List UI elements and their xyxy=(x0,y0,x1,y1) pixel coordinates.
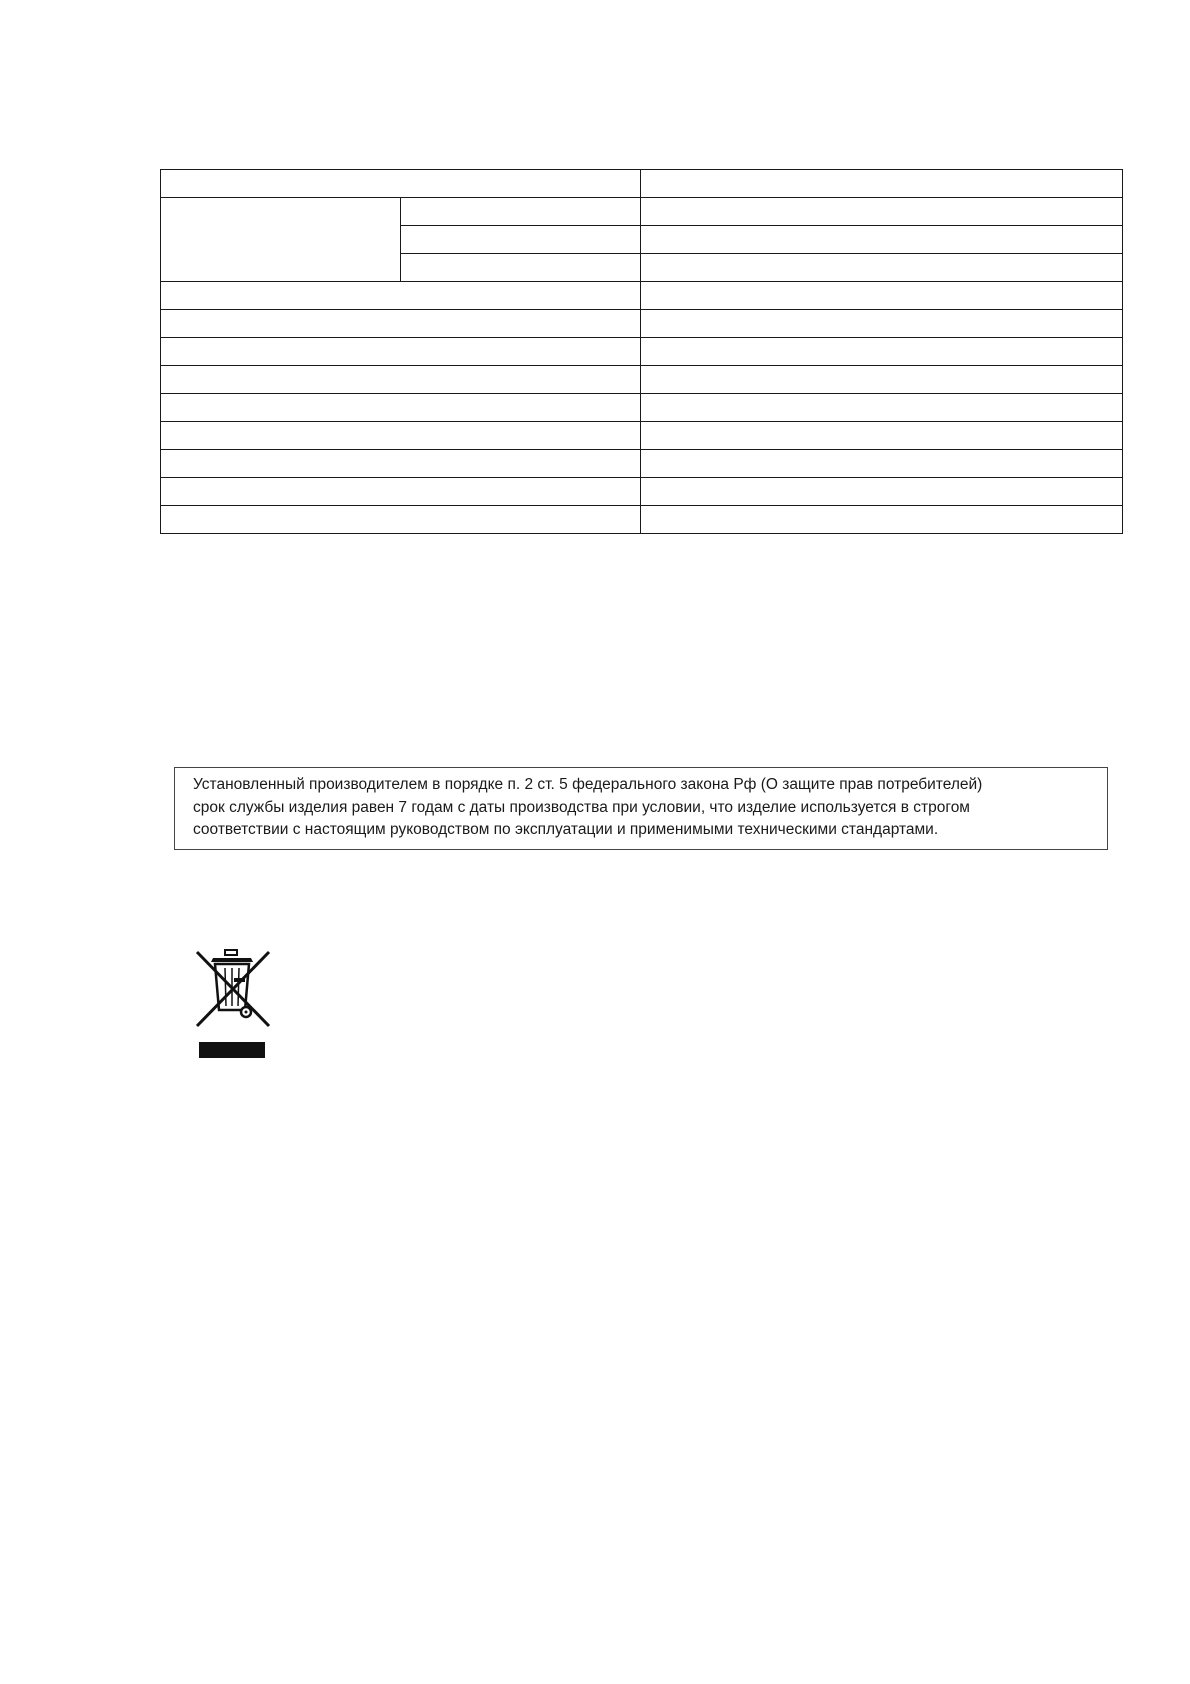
notice-line: Установленный производителем в порядке п. 2 ст. 5 федерального закона Рф (О защите прав потребителей) xyxy=(193,776,983,793)
table-cell-value xyxy=(641,422,1123,450)
table-cell-label xyxy=(161,170,641,198)
table-cell-label xyxy=(161,310,641,338)
table-row xyxy=(161,338,1123,366)
table-cell-value xyxy=(641,338,1123,366)
table-row xyxy=(161,282,1123,310)
table-row xyxy=(161,366,1123,394)
table-cell-label xyxy=(161,338,641,366)
notice-line: соответствии с настоящим руководством по эксплуатации и применимыми техническими стандартами. xyxy=(193,821,939,838)
table-row xyxy=(161,310,1123,338)
table-cell-value xyxy=(641,170,1123,198)
table-cell-value xyxy=(641,450,1123,478)
table-cell-label xyxy=(161,478,641,506)
table-cell-value xyxy=(641,478,1123,506)
table-cell-value xyxy=(641,310,1123,338)
table-cell-label xyxy=(161,450,641,478)
table-cell-value xyxy=(641,506,1123,534)
table-row xyxy=(161,170,1123,198)
specifications-table xyxy=(160,169,1123,534)
table-row xyxy=(161,478,1123,506)
table-cell-group-label xyxy=(161,198,401,282)
table-cell-value xyxy=(641,282,1123,310)
table-cell-sublabel xyxy=(401,226,641,254)
table-row xyxy=(161,506,1123,534)
table-cell-sublabel xyxy=(401,198,641,226)
notice-line: срок службы изделия равен 7 годам с даты производства при условии, что изделие используется в строгом xyxy=(193,798,970,816)
table-row xyxy=(161,422,1123,450)
table-cell-label xyxy=(161,366,641,394)
table-cell-value xyxy=(641,394,1123,422)
table-cell-value xyxy=(641,366,1123,394)
table-row xyxy=(161,450,1123,478)
table-row xyxy=(161,394,1123,422)
table-cell-label xyxy=(161,506,641,534)
table-cell-value xyxy=(641,254,1123,282)
table-cell-sublabel xyxy=(401,254,641,282)
table-cell-label xyxy=(161,282,641,310)
crossed-out-wheelie-bin-icon xyxy=(193,946,273,1060)
table-row xyxy=(161,198,1123,226)
table-cell-value xyxy=(641,226,1123,254)
table-cell-value xyxy=(641,198,1123,226)
table-cell-label xyxy=(161,394,641,422)
service-life-notice xyxy=(174,767,1108,850)
table-cell-label xyxy=(161,422,641,450)
